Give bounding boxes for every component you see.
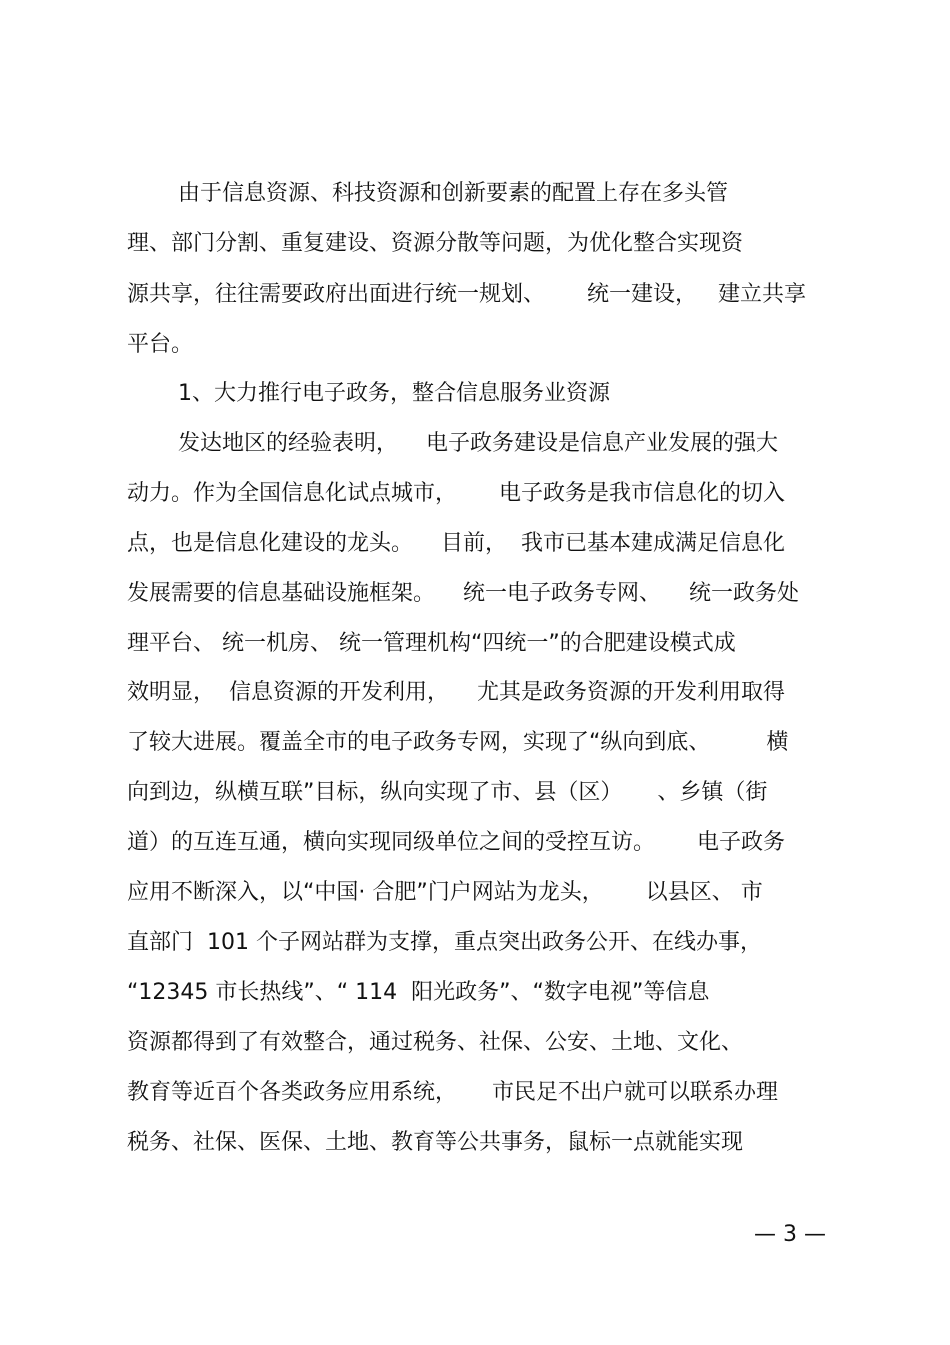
page-number: — 3 —	[754, 1222, 826, 1247]
paragraph-line: 效明显， 信息资源的开发利用， 尤其是政务资源的开发利用取得	[127, 680, 785, 705]
paragraph-line: “12345 市长热线”、“ 114 阳光政务”、“数字电视”等信息	[127, 980, 710, 1005]
paragraph-line: 动力。作为全国信息化试点城市， 电子政务是我市信息化的切入	[127, 481, 785, 506]
paragraph-line: 发展需要的信息基础设施框架。 统一电子政务专网、 统一政务处	[127, 581, 799, 606]
paragraph-line: 由于信息资源、科技资源和创新要素的配置上存在多头管	[178, 181, 729, 206]
paragraph-line: 应用不断深入，以“中国· 合肥”门户网站为龙头， 以县区、 市	[127, 880, 763, 905]
paragraph-line: 教育等近百个各类政务应用系统， 市民足不出户就可以联系办理	[127, 1080, 778, 1105]
paragraph-line: 源共享，往往需要政府出面进行统一规划、 统一建设， 建立共享	[127, 282, 806, 307]
paragraph-line: 理平台、 统一机房、 统一管理机构“四统一”的合肥建设模式成	[127, 631, 736, 656]
paragraph-line: 资源都得到了有效整合，通过税务、社保、公安、土地、文化、	[127, 1030, 744, 1055]
paragraph-line: 平台。	[127, 332, 194, 357]
paragraph-line: 理、部门分割、重复建设、资源分散等问题，为优化整合实现资	[127, 231, 744, 256]
paragraph-line: 直部门 101 个子网站群为支撑，重点突出政务公开、在线办事，	[127, 930, 762, 955]
paragraph-line: 点，也是信息化建设的龙头。 目前， 我市已基本建成满足信息化	[127, 531, 785, 556]
paragraph-line: 向到边，纵横互联”目标，纵向实现了市、县（区） 、乡镇（街	[127, 780, 768, 805]
paragraph-line: 发达地区的经验表明， 电子政务建设是信息产业发展的强大	[178, 431, 778, 456]
paragraph-line: 税务、社保、医保、土地、教育等公共事务，鼠标一点就能实现	[127, 1130, 744, 1155]
paragraph-line: 道）的互连互通，横向实现同级单位之间的受控互访。 电子政务	[127, 830, 785, 855]
paragraph-line: 了较大进展。覆盖全市的电子政务专网，实现了“纵向到底、 横	[127, 730, 789, 755]
section-heading: 1、大力推行电子政务，整合信息服务业资源	[178, 381, 610, 406]
